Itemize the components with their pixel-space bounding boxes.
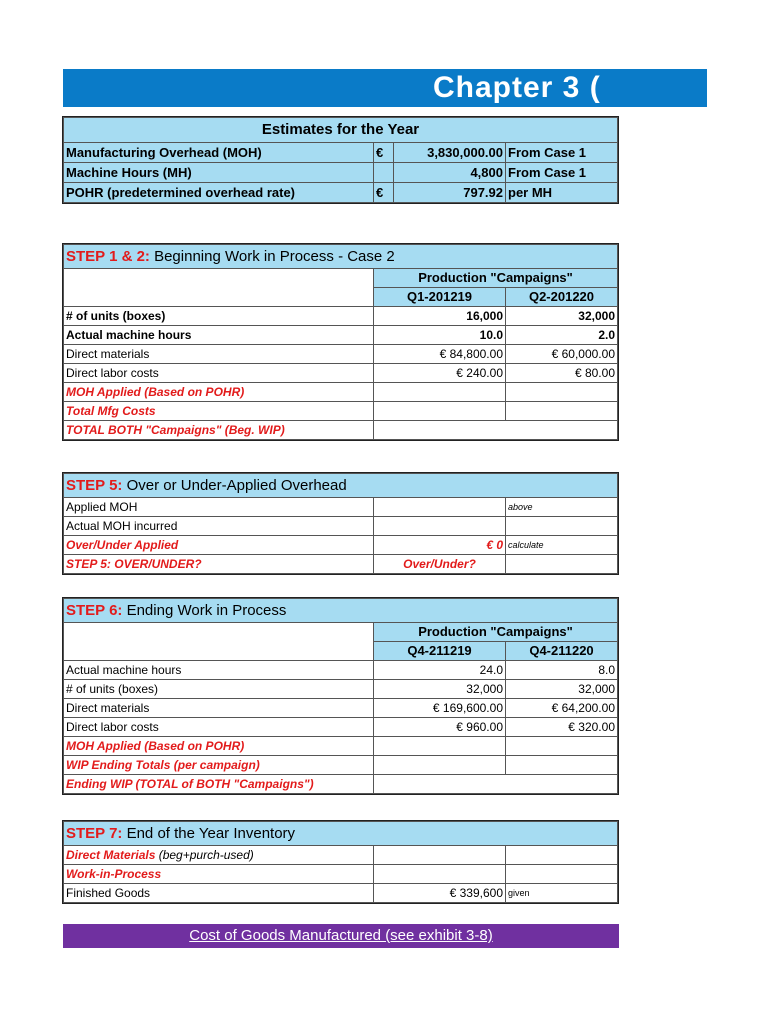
cell-label[interactable]: STEP 5: OVER/UNDER? [64,555,374,574]
step7-header[interactable] [64,822,618,846]
step-label: STEP 1 & 2: [66,248,150,265]
column-header-q4-211220[interactable]: Q4-211220 [506,642,618,661]
cell-value[interactable]: € 240.00 [374,364,506,383]
table-row [64,345,618,364]
cell-value[interactable]: 8.0 [506,661,618,680]
cell-note[interactable]: From Case 1 [506,163,618,183]
cell-value[interactable]: 10.0 [374,326,506,345]
cell-value[interactable]: 16,000 [374,307,506,326]
cell-blank[interactable] [64,623,374,661]
cell-value[interactable]: € 320.00 [506,718,618,737]
cell-label[interactable]: Actual machine hours [64,326,374,345]
step-label: STEP 6: [66,602,123,619]
cell-value[interactable] [374,517,506,536]
cell-label[interactable]: TOTAL BOTH "Campaigns" (Beg. WIP) [64,421,374,440]
cell-value[interactable]: 32,000 [506,307,618,326]
column-header-q4-211219[interactable]: Q4-211219 [374,642,506,661]
cell-label[interactable]: Direct labor costs [64,718,374,737]
cell-value[interactable]: 3,830,000.00 [394,143,506,163]
cell-label[interactable]: Total Mfg Costs [64,402,374,421]
table-row [64,517,618,536]
step7-table [62,820,619,904]
cell-value[interactable]: 2.0 [506,326,618,345]
step5-header[interactable] [64,474,618,498]
cell-value[interactable] [506,737,618,756]
step-title: Ending Work in Process [122,602,287,619]
cell-value[interactable] [374,737,506,756]
column-header-q2[interactable]: Q2-201220 [506,288,618,307]
table-row [64,183,618,203]
cell-value[interactable]: Over/Under? [374,555,506,574]
cell-value[interactable]: € 80.00 [506,364,618,383]
table-row [64,536,618,555]
table-row [64,143,618,163]
cell-currency[interactable]: € [374,143,394,163]
cell-value[interactable]: 797.92 [394,183,506,203]
cell-label[interactable]: POHR (predetermined overhead rate) [64,183,374,203]
cell-value[interactable]: 32,000 [374,680,506,699]
cell-value[interactable] [374,756,506,775]
table-row [64,775,618,794]
cell-label[interactable]: Applied MOH [64,498,374,517]
campaigns-header[interactable]: Production "Campaigns" [374,623,618,642]
cell-value[interactable] [374,775,618,794]
cell-value[interactable] [506,383,618,402]
table-row [64,680,618,699]
table-row [64,699,618,718]
estimates-header[interactable]: Estimates for the Year [64,118,618,143]
cell-value[interactable] [374,498,506,517]
step5-table [62,472,619,575]
cell-note[interactable]: From Case 1 [506,143,618,163]
cell-value[interactable] [374,865,506,884]
table-row [64,498,618,517]
cell-label[interactable]: # of units (boxes) [64,680,374,699]
cell-value[interactable] [506,756,618,775]
cell-label[interactable]: Direct materials [64,699,374,718]
table-row [64,402,618,421]
cell-value[interactable]: 24.0 [374,661,506,680]
cell-currency[interactable]: € [374,183,394,203]
cell-note[interactable] [506,517,618,536]
estimates-table [62,116,619,204]
cell-value[interactable]: 32,000 [506,680,618,699]
step12-table [62,243,619,441]
cell-currency[interactable] [374,163,394,183]
cell-label[interactable]: WIP Ending Totals (per campaign) [64,756,374,775]
cell-note[interactable]: calculate [506,536,618,555]
direct-materials-label: Direct Materials [66,848,156,862]
direct-materials-formula: (beg+purch-used) [155,848,254,862]
step-title: Beginning Work in Process - Case 2 [149,248,395,265]
cell-value[interactable]: € 960.00 [374,718,506,737]
table-row [64,884,618,903]
cell-label[interactable]: Over/Under Applied [64,536,374,555]
cell-note[interactable] [506,865,618,884]
cell-note[interactable]: per MH [506,183,618,203]
table-row [64,163,618,183]
step6-table [62,597,619,795]
cell-value[interactable] [374,383,506,402]
table-row [64,364,618,383]
cost-of-goods-manufactured-link[interactable]: Cost of Goods Manufactured (see exhibit 3-8) [63,924,619,948]
cell-blank[interactable] [64,269,374,307]
table-row [64,865,618,884]
step6-header[interactable] [64,599,618,623]
column-header-q1[interactable]: Q1-201219 [374,288,506,307]
cell-label[interactable]: MOH Applied (Based on POHR) [64,737,374,756]
cell-label[interactable] [64,846,374,865]
cell-value[interactable] [374,846,506,865]
table-row [64,846,618,865]
cell-value[interactable]: € 64,200.00 [506,699,618,718]
cell-value[interactable] [506,402,618,421]
cell-value[interactable]: € 169,600.00 [374,699,506,718]
chapter-title: Chapter 3 ( [433,71,601,104]
table-row [64,756,618,775]
cell-value[interactable] [374,402,506,421]
cell-note[interactable] [506,846,618,865]
chapter-title-banner [63,69,707,107]
cell-value[interactable]: 4,800 [394,163,506,183]
step12-header[interactable] [64,245,618,269]
cell-label[interactable]: Machine Hours (MH) [64,163,374,183]
step-label: STEP 5: [66,477,123,494]
cell-label[interactable]: Work-in-Process [64,865,374,884]
cell-label[interactable]: Direct labor costs [64,364,374,383]
table-row [64,555,618,574]
cell-label[interactable]: Actual machine hours [64,661,374,680]
cell-value[interactable]: € 339,600 [374,884,506,903]
step-title: Over or Under-Applied Overhead [122,477,347,494]
cell-note[interactable]: given [506,884,618,903]
cell-note[interactable]: above [506,498,618,517]
table-row [64,326,618,345]
cell-value[interactable]: € 60,000.00 [506,345,618,364]
table-row [64,661,618,680]
step-label: STEP 7: [66,825,123,842]
cell-label[interactable]: Ending WIP (TOTAL of BOTH "Campaigns") [64,775,374,794]
cell-label[interactable]: Direct materials [64,345,374,364]
cell-label[interactable]: # of units (boxes) [64,307,374,326]
cell-label[interactable]: MOH Applied (Based on POHR) [64,383,374,402]
table-row [64,383,618,402]
table-row [64,421,618,440]
table-row [64,307,618,326]
table-row [64,737,618,756]
cell-label[interactable]: Actual MOH incurred [64,517,374,536]
cell-value[interactable]: € 84,800.00 [374,345,506,364]
cell-note[interactable] [506,555,618,574]
cell-label[interactable]: Manufacturing Overhead (MOH) [64,143,374,163]
campaigns-header[interactable]: Production "Campaigns" [374,269,618,288]
cell-value[interactable] [374,421,618,440]
cell-label[interactable]: Finished Goods [64,884,374,903]
table-row [64,718,618,737]
cell-value[interactable]: € 0 [374,536,506,555]
step-title: End of the Year Inventory [122,825,296,842]
